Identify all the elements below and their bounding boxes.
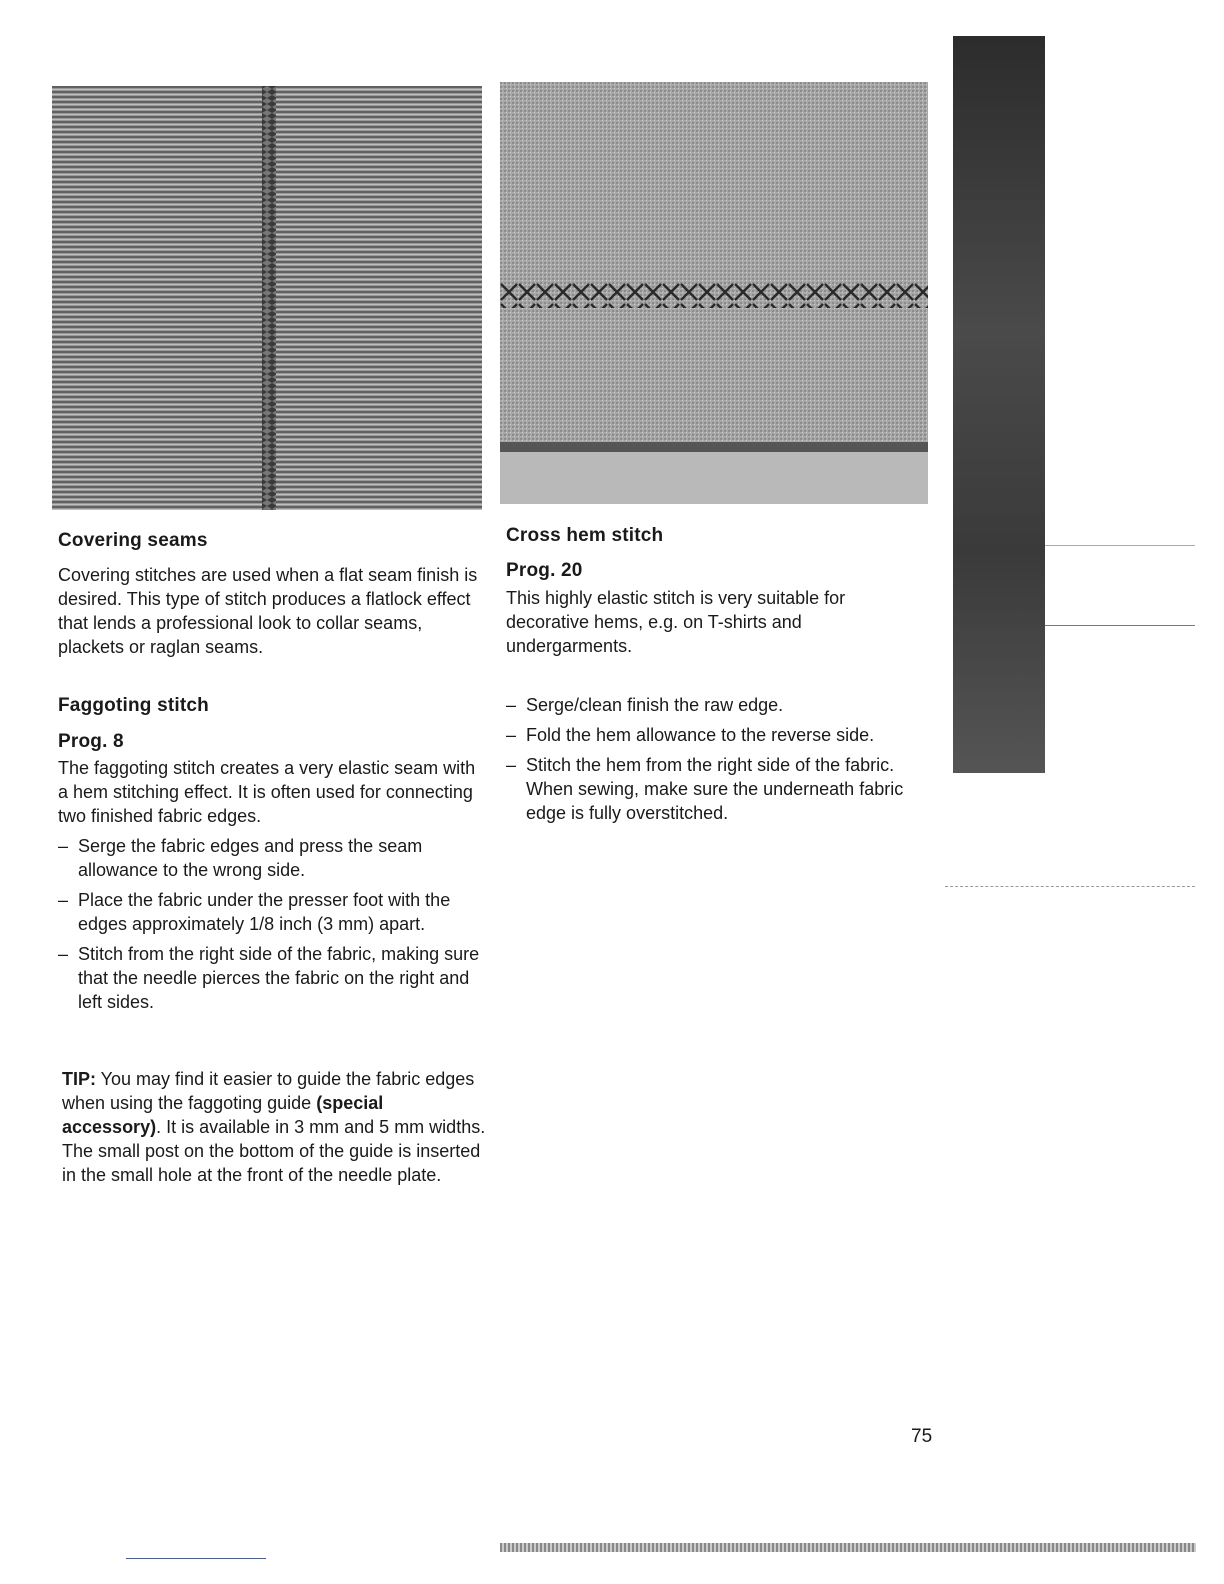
page-number: 75	[911, 1426, 933, 1447]
tip-block	[62, 1067, 487, 1187]
list-item: – Stitch from the right side of the fabric, making sure that the needle pierces the fabric on the right and left sides.	[58, 942, 483, 1014]
cross-hem-prog: Prog. 20	[506, 560, 583, 581]
covering-seam-photo	[52, 86, 482, 510]
list-item: – Serge the fabric edges and press the seam allowance to the wrong side.	[58, 834, 483, 882]
faggoting-heading: Faggoting stitch	[58, 695, 209, 716]
faggoting-steps	[58, 834, 483, 1014]
faggoting-intro: The faggoting stitch creates a very elastic seam with a hem stitching effect. It is often used for connecting two finished fabric edges.	[58, 758, 476, 826]
tip-bold: (special accessory)	[62, 1093, 384, 1137]
cross-hem-photo	[500, 82, 928, 504]
covering-seams-paragraph: Covering stitches are used when a flat seam finish is desired. This type of stitch produces a flatlock effect that lends a professional look to collar seams, plackets or raglan seams.	[58, 565, 478, 657]
cross-hem-intro	[506, 586, 926, 658]
list-item: – Place the fabric under the presser foot with the edges approximately 1/8 inch (3 mm) apart.	[58, 888, 483, 936]
margin-line	[1045, 625, 1195, 626]
cross-hem-body	[506, 693, 916, 831]
margin-line	[945, 886, 1195, 887]
cross-hem-steps	[506, 693, 916, 825]
list-item: – Stitch the hem from the right side of the fabric. When sewing, make sure the underneath fabric edge is fully overstitched.	[506, 753, 916, 825]
faggoting-body	[58, 756, 483, 1020]
covering-seams-heading: Covering seams	[58, 530, 208, 551]
bottom-left-rule	[126, 1558, 266, 1559]
tip-text-after: . It is available in 3 mm and 5 mm widths. The small post on the bottom of the guide is inserted in the small hole at the front of the needle plate.	[62, 1117, 486, 1185]
tip-text-before: You may find it easier to guide the fabric edges when using the faggoting guide	[62, 1069, 475, 1113]
list-item: – Serge/clean finish the raw edge.	[506, 693, 916, 717]
covering-seams-text	[58, 563, 478, 659]
margin-line	[1045, 545, 1195, 546]
faggoting-prog: Prog. 8	[58, 731, 124, 752]
chapter-tab-bar	[953, 36, 1045, 773]
tip-label: TIP:	[62, 1069, 96, 1089]
cross-hem-paragraph: This highly elastic stitch is very suitable for decorative hems, e.g. on T-shirts and undergarments.	[506, 588, 846, 656]
cross-hem-heading: Cross hem stitch	[506, 525, 664, 546]
bottom-rule	[500, 1543, 1196, 1552]
list-item: – Fold the hem allowance to the reverse side.	[506, 723, 916, 747]
